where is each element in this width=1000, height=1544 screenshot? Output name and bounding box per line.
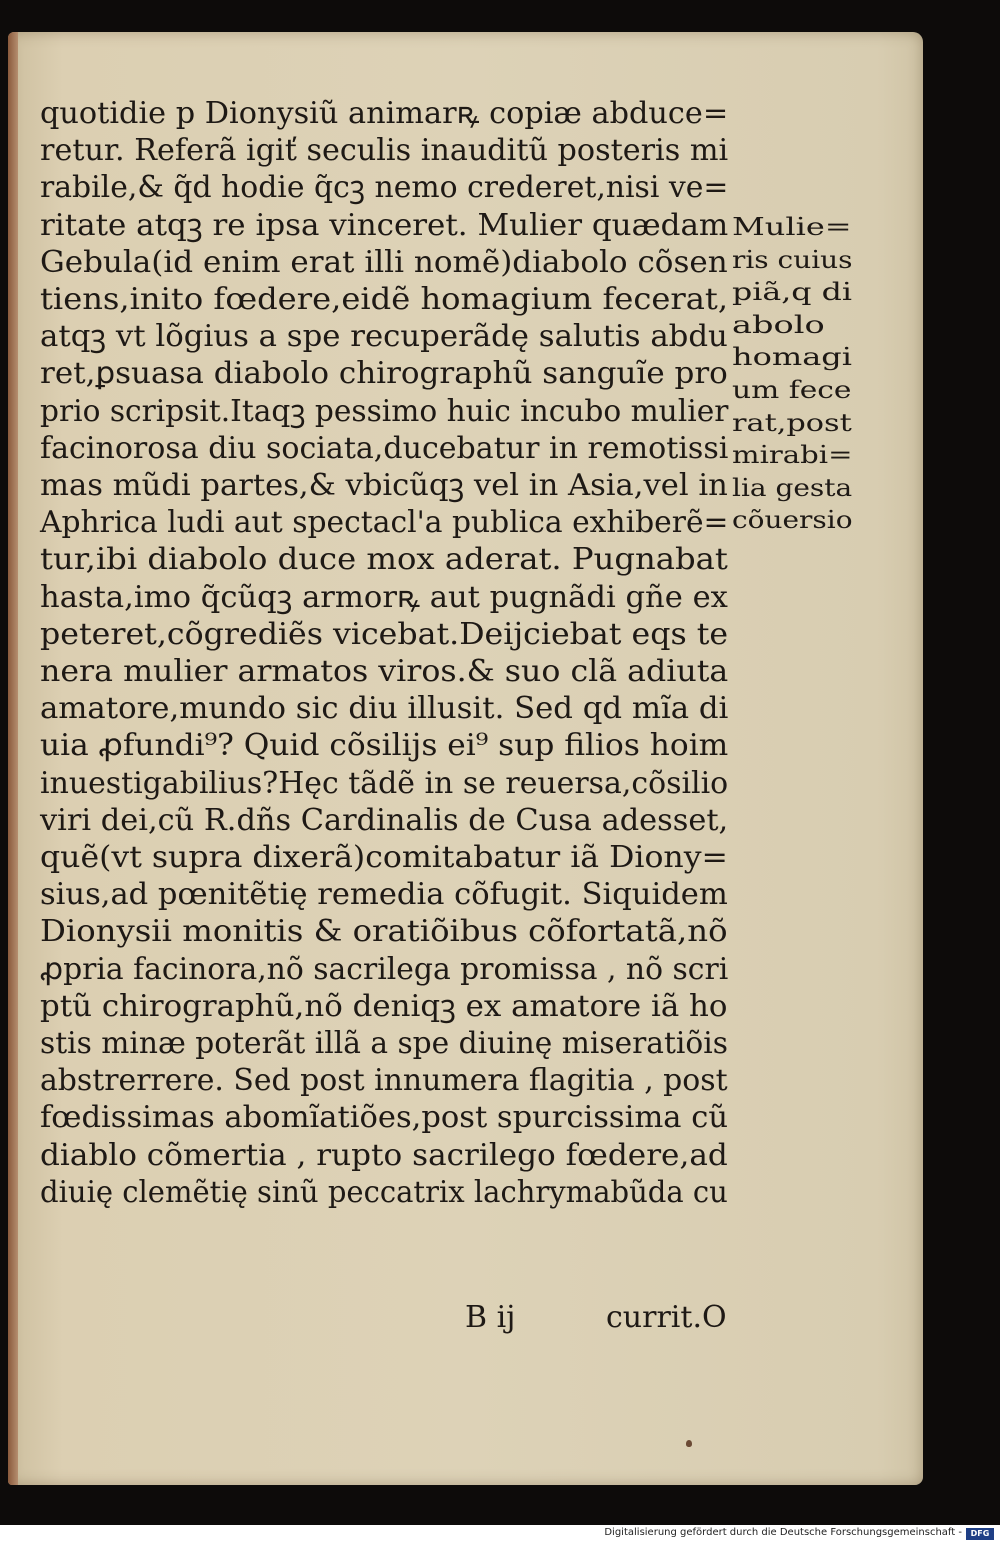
catchword: currit.O bbox=[606, 1300, 727, 1335]
text-line: Dionysii monitis & oratiõibus cõfortatã,nõ bbox=[40, 914, 728, 950]
text-line: quẽ(vt supra dixerã)comitabatur iã Diony= bbox=[40, 840, 728, 875]
marginal-note-line: piã,q di bbox=[732, 278, 853, 307]
text-line: abstrerrere. Sed post innumera flagitia , post bbox=[40, 1063, 728, 1099]
text-line: ret,ꝑsuasa diabolo chirographũ sanguĩe pro bbox=[40, 356, 728, 392]
text-line: Gebula(id enim erat illi nomẽ)diabolo cõsen bbox=[40, 244, 728, 280]
text-line: stis minæ poterãt illã a spe diuinę miseratiõis bbox=[40, 1026, 728, 1061]
text-line: rabile,& q̃d hodie q̃cꝫ nemo crederet,nisi ve= bbox=[40, 170, 729, 206]
marginal-note-line: ris cuius bbox=[732, 245, 853, 274]
text-line: fœdissimas abomĩatiões,post spurcissima cũ bbox=[40, 1100, 728, 1136]
text-line: diuię clemẽtię sinũ peccatrix lachrymabũda cu bbox=[40, 1174, 728, 1210]
text-line: Aphrica ludi aut spectacl'a publica exhiberẽ= bbox=[40, 505, 729, 541]
dfg-logo: DFG bbox=[966, 1528, 994, 1540]
text-line: tiens,inito fœdere,eidẽ homagium fecerat, bbox=[40, 282, 729, 317]
text-line: ritate atqꝫ re ipsa vinceret. Mulier quædam bbox=[40, 207, 729, 243]
text-line: ptũ chirographũ,nõ deniqꝫ ex amatore iã ho bbox=[40, 988, 728, 1024]
text-line: diablo cõmertia , rupto sacrilego fœdere,ad bbox=[40, 1137, 728, 1173]
ink-speck bbox=[686, 1440, 692, 1447]
text-line: mas mũdi partes,& vbicũqꝫ vel in Asia,vel in bbox=[40, 468, 728, 503]
marginal-note-line: Mulie= bbox=[732, 213, 852, 241]
marginal-note-line: homagi bbox=[732, 343, 853, 372]
text-line: retur. Referã igiť seculis inauditũ posteris mi bbox=[40, 133, 729, 169]
marginal-note-line: rat,post bbox=[732, 408, 852, 437]
text-line: viri dei,cũ R.dñs Cardinalis de Cusa adesset, bbox=[40, 802, 729, 838]
text-line: tur,ibi diabolo duce mox aderat. Pugnabat bbox=[40, 542, 728, 578]
marginal-note-line: cõuersio bbox=[732, 506, 853, 535]
text-line: facinorosa diu sociata,ducebatur in remotissi bbox=[40, 430, 729, 466]
page-edge bbox=[8, 32, 18, 1485]
signature-mark: B ij bbox=[465, 1300, 516, 1335]
text-line: inuestigabilius?Hęc tãdẽ in se reuersa,cõsilio bbox=[40, 765, 729, 801]
text-line: amatore,mundo sic diu illusit. Sed qd mĩa di bbox=[40, 691, 729, 727]
text-line: hasta,imo q̃cũqꝫ armorꝶ aut pugnãdi gñe ex bbox=[40, 579, 728, 615]
text-line: quotidie p Dionysiũ animarꝶ copiæ abduce= bbox=[40, 96, 729, 131]
marginal-note-line: mirabi= bbox=[732, 441, 853, 470]
text-line: nera mulier armatos viros.& suo clã adiuta bbox=[40, 654, 729, 689]
text-line: sius,ad pœnitẽtię remedia cõfugit. Siquidem bbox=[40, 877, 728, 913]
text-line: prio scripsit.Itaqꝫ pessimo huic incubo mulier bbox=[40, 393, 729, 429]
text-line: atqꝫ vt lõgius a spe recuperãdę salutis abdu bbox=[40, 319, 728, 355]
text-line: peteret,cõgrediẽs vicebat.Deijciebat eqs te bbox=[40, 616, 729, 652]
marginal-note-line: um fece bbox=[732, 376, 852, 404]
funding-credit: Digitalisierung gefördert durch die Deutsche Forschungsgemeinschaft - bbox=[604, 1527, 962, 1538]
text-line: ꝓpria facinora,nõ sacrilega promissa , nõ scri bbox=[40, 951, 729, 987]
marginal-note-line: abolo bbox=[732, 310, 825, 339]
digitization-footer bbox=[0, 1525, 1000, 1544]
text-line: uia ꝓfundi⁹? Quid cõsilijs ei⁹ sup filios hoim bbox=[40, 728, 729, 764]
marginal-note-line: lia gesta bbox=[732, 473, 853, 502]
